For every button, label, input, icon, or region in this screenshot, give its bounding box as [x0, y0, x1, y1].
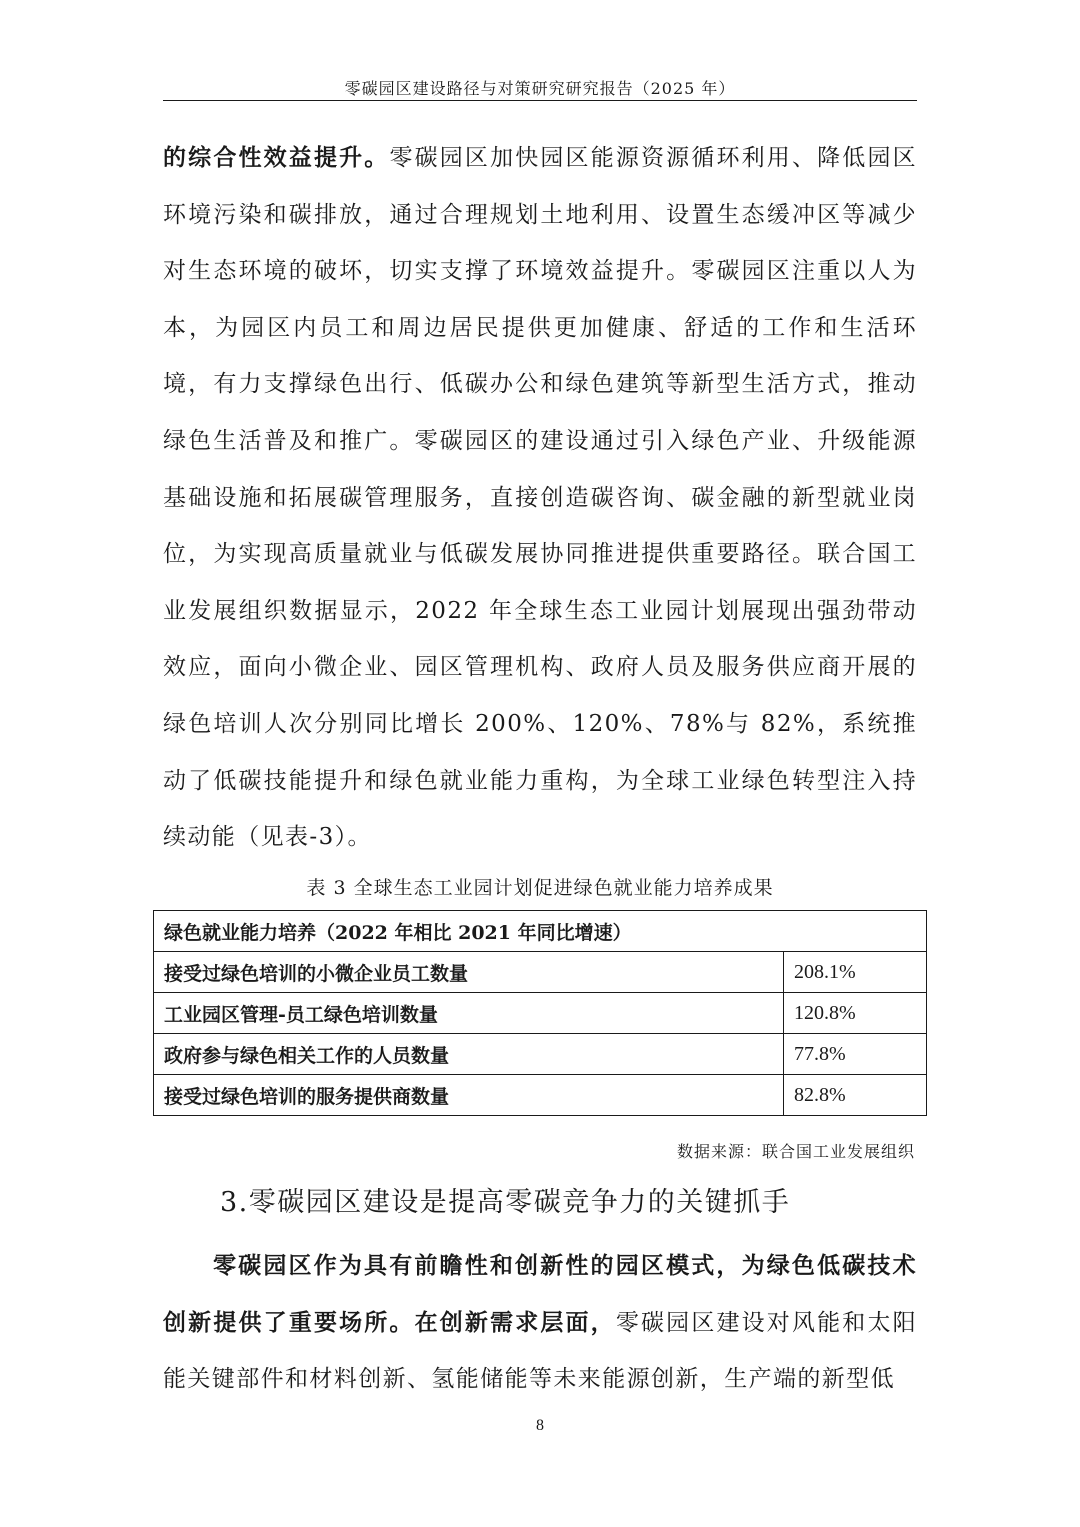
green-employment-table [153, 910, 927, 1116]
paragraph-innovation [163, 1238, 917, 1408]
section-heading: 3.零碳园区建设是提高零碳竞争力的关键抓手 [220, 1187, 791, 1218]
row-value: 82.8% [784, 1075, 927, 1116]
row-label: 接受过绿色培训的服务提供商数量 [154, 1075, 784, 1116]
paragraph-body: 零碳园区加快园区能源资源循环利用、降低园区环境污染和碳排放，通过合理规划土地利用、设置生态缓冲区等减少对生态环境的破坏，切实支撑了环境效益提升。零碳园区注重以人为本，为园区内员工和周边居民提供更加健康、舒适的工作和生活环境，有力支撑绿色出行、低碳办公和绿色建筑等新型生活方式，推动绿色生活普及和推广。零碳园区的建设通过引入绿色产业、升级能源基础设施和拓展碳管理服务，直接创造碳咨询、碳金融的新型就业岗位，为实现高质量就业与低碳发展协同推进提供重要路径。联合国工业发展组织数据显示，2022 年全球生态工业园计划展现出强劲带动效应，面向小微企业、园区管理机构、政府人员及服务供应商开展的绿色培训人次分别同比增长 200%、120%、78%与 82%，系统推动了低碳技能提升和绿色就业能力重构，为全球工业绿色转型注入持续动能（见表-3）。 [163, 145, 917, 851]
paragraph-benefits [163, 130, 917, 866]
table-header-row [154, 911, 927, 952]
table-row [154, 1075, 927, 1116]
paragraph-body: 零碳园区建设对风能和太阳能关键部件和材料创新、氢能储能等未来能源创新，生产端的新型低 [163, 1309, 917, 1393]
row-label: 工业园区管理-员工绿色培训数量 [154, 993, 784, 1034]
paragraph-lead-bold: 零碳园区作为具有前瞻性和创新性的园区模式，为绿色低碳技术创新提供了重要场所。在创新需求层面， [163, 1252, 917, 1336]
table-row [154, 952, 927, 993]
page-number: 8 [536, 1417, 544, 1434]
row-label: 政府参与绿色相关工作的人员数量 [154, 1034, 784, 1075]
table-source-note: 数据来源：联合国工业发展组织 [676, 1142, 915, 1161]
row-value: 208.1% [784, 952, 927, 993]
table-row [154, 1034, 927, 1075]
table-header-cell: 绿色就业能力培养（2022 年相比 2021 年同比增速） [154, 911, 927, 952]
running-header: 零碳园区建设路径与对策研究研究报告（2025 年） [344, 79, 736, 98]
table-row [154, 993, 927, 1034]
table-caption: 表 3 全球生态工业园计划促进绿色就业能力培养成果 [306, 877, 774, 899]
row-value: 77.8% [784, 1034, 927, 1075]
header-divider [163, 100, 917, 101]
row-value: 120.8% [784, 993, 927, 1034]
paragraph-lead-bold: 的综合性效益提升。 [163, 144, 390, 171]
row-label: 接受过绿色培训的小微企业员工数量 [154, 952, 784, 993]
